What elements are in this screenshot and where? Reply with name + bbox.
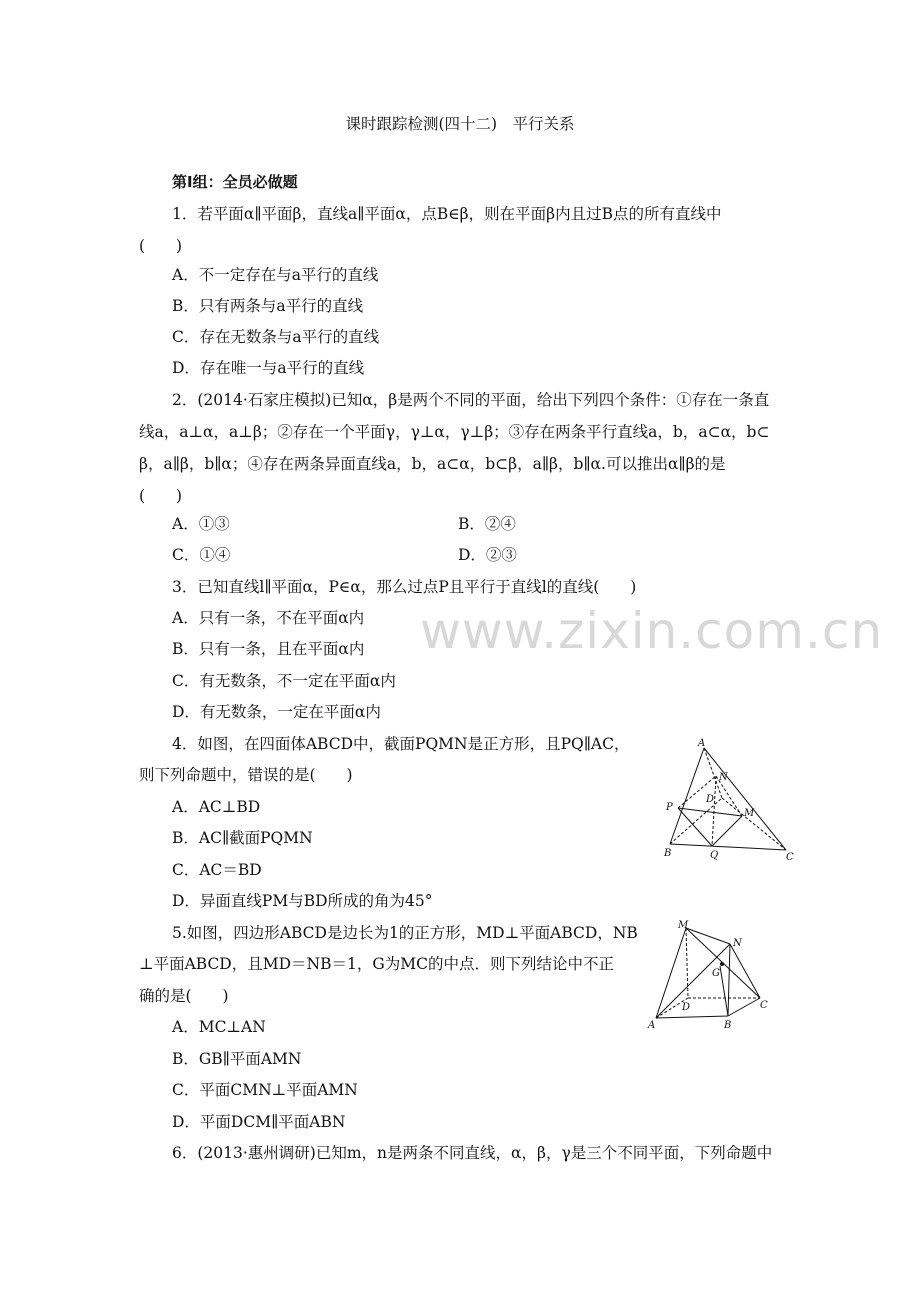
q5-stem-1: 5.如图，四边形ABCD是边长为1的正方形，MD⊥平面ABCD，NB [172,924,638,942]
q1-option-c: C．存在无数条与a平行的直线 [172,328,380,346]
section-heading: 第Ⅰ组：全员必做题 [172,173,298,191]
q2-option-a: A．①③ [172,515,230,533]
q6-stem: 6．(2013·惠州调研)已知m，n是两条不同直线，α，β，γ是三个不同平面，下列命题中 [172,1144,773,1162]
q5-option-d: D．平面DCM∥平面ABN [172,1113,346,1131]
q3-stem: 3．已知直线l∥平面α，P∈α，那么过点P且平行于直线l的直线( ) [172,578,637,596]
q3-option-d: D．有无数条，一定在平面α内 [172,703,381,721]
q4-stem-2: 则下列命题中，错误的是( ) [139,766,353,784]
q4-stem-1: 4．如图，在四面体ABCD中，截面PQMN是正方形，且PQ∥AC， [172,735,630,753]
q5-option-b: B．GB∥平面AMN [172,1050,302,1068]
q2-option-c: C．①④ [172,546,231,564]
q2-stem-1: 2．(2014·石家庄模拟)已知α，β是两个不同的平面，给出下列四个条件：①存在一条直 [172,391,770,409]
fig2-label-m: M [678,920,689,931]
q2-option-d: D．②③ [458,546,517,564]
q2-option-b: B．②④ [458,515,516,533]
fig1-label-p: P [666,802,673,813]
q4-option-d: D．异面直线PM与BD所成的角为45° [172,892,433,910]
watermark: www.zixin.com.cn [420,602,884,660]
q2-stem-3: β，a∥β，b∥α；④存在两条异面直线a，b，a⊂α，b⊂β，a∥β，b∥α.可以推出α∥β的是 [139,455,726,473]
fig2-label-a: A [648,1020,656,1031]
page-title: 课时跟踪检测(四十二) 平行关系 [345,115,575,133]
q5-stem-3: 确的是( ) [139,987,229,1005]
q1-stem: 1．若平面α∥平面β，直线a∥平面α，点B∈β，则在平面β内且过B点的所有直线中 [172,205,722,223]
square-pyramid-figure [648,918,778,1030]
fig1-label-n: N [719,772,728,783]
fig1-label-c: C [786,852,794,863]
q1-option-d: D．存在唯一与a平行的直线 [172,359,365,377]
q4-option-b: B．AC∥截面PQMN [172,829,313,847]
q3-option-a: A．只有一条，不在平面α内 [172,609,365,627]
q1-option-b: B．只有两条与a平行的直线 [172,297,364,315]
fig1-label-m: M [744,808,755,819]
q5-option-c: C．平面CMN⊥平面AMN [172,1081,358,1099]
q1-bracket: ( ) [139,237,183,255]
q5-stem-2: ⊥平面ABCD，且MD＝NB＝1，G为MC的中点．则下列结论中不正 [139,955,614,973]
q2-stem-2: 线a，a⊥α，a⊥β；②存在一个平面γ，γ⊥α，γ⊥β；③存在两条平行直线a，b，a⊂α，b⊂ [139,423,770,441]
fig2-label-d: D [682,1002,691,1013]
fig1-label-q: Q [710,850,719,861]
fig2-label-b: B [724,1020,732,1031]
fig1-label-b: B [664,848,672,859]
fig2-label-c: C [760,1000,768,1011]
q5-option-a: A．MC⊥AN [172,1018,266,1036]
q2-bracket: ( ) [139,487,183,505]
fig1-label-d: D [706,794,715,805]
q4-option-c: C．AC＝BD [172,861,262,879]
fig1-label-a: A [698,738,706,749]
fig2-label-n: N [733,938,742,949]
q3-option-b: B．只有一条，且在平面α内 [172,640,365,658]
fig2-point-g [720,962,724,966]
q4-option-a: A．AC⊥BD [172,798,261,816]
q3-option-c: C．有无数条，不一定在平面α内 [172,672,396,690]
fig2-label-g: G [712,968,720,979]
q1-option-a: A．不一定存在与a平行的直线 [172,266,379,284]
tetrahedron-figure [660,736,800,866]
